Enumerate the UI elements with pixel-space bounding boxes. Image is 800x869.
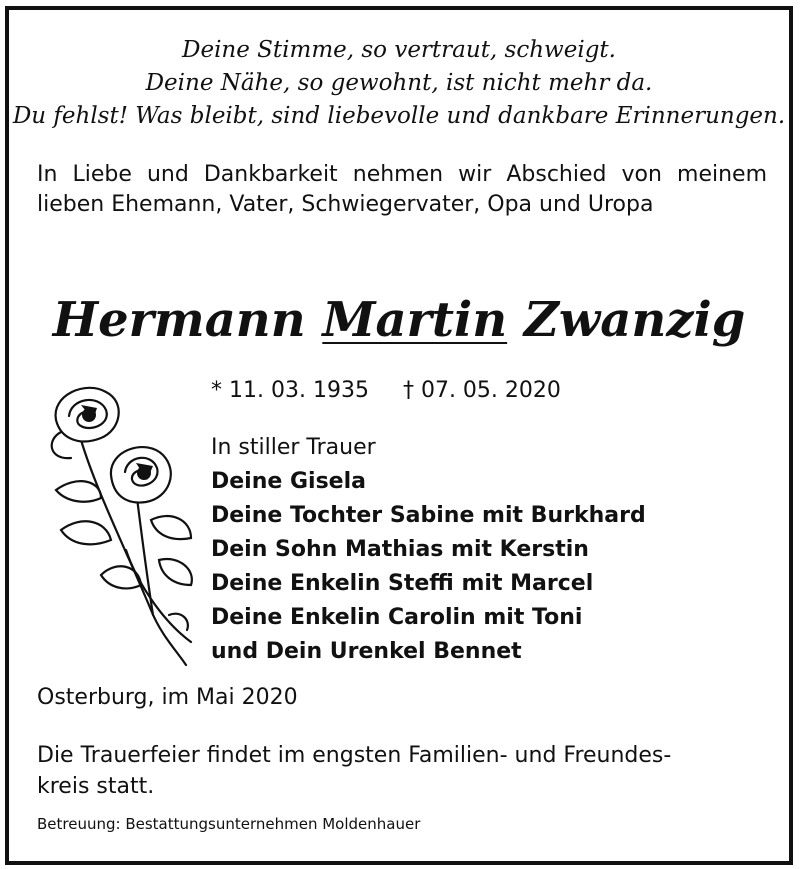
poem-line-1: Deine Stimme, so vertraut, schweigt. — [182, 37, 616, 63]
deceased-first-name: Hermann — [52, 292, 306, 348]
funeral-notice-line-2: kreis statt. — [37, 774, 155, 799]
mourner-name: und Dein Urenkel Bennet — [211, 639, 522, 664]
place-and-date: Osterburg, im Mai 2020 — [37, 685, 298, 710]
poem-line-2: Deine Nähe, so gewohnt, ist nicht mehr da. — [145, 70, 653, 96]
rose-illustration-icon — [41, 380, 206, 670]
birth-date: * 11. 03. 1935 — [211, 378, 369, 403]
life-dates — [211, 376, 561, 406]
funeral-notice-line-1: Die Trauerfeier findet im engsten Familien- und Freundes- — [37, 743, 672, 768]
mourner-name: Dein Sohn Mathias mit Kerstin — [211, 537, 589, 562]
mourner-name: Deine Gisela — [211, 469, 366, 494]
mourners-intro: In stiller Trauer — [211, 435, 376, 460]
mourner-name: Deine Tochter Sabine mit Burkhard — [211, 503, 646, 528]
poem-line-3: Du fehlst! Was bleibt, sind liebevolle und dankbare Erinnerungen. — [12, 103, 786, 129]
deceased-name — [9, 290, 789, 350]
mourner-name: Deine Enkelin Steffi mit Marcel — [211, 571, 594, 596]
poem — [9, 34, 789, 133]
deceased-last-name: Zwanzig — [523, 292, 746, 348]
mourners-list — [211, 431, 646, 669]
deceased-middle-name: Martin — [322, 292, 508, 348]
funeral-notice — [37, 740, 767, 802]
obituary-frame — [5, 6, 793, 865]
intro-text: In Liebe und Dankbarkeit nehmen wir Abschied von meinem lieben Ehemann, Vater, Schwiegervater, Opa und Uropa — [37, 162, 767, 217]
mourner-name: Deine Enkelin Carolin mit Toni — [211, 605, 583, 630]
funeral-home-credit: Betreuung: Bestattungsunternehmen Moldenhauer — [37, 815, 421, 833]
death-date: † 07. 05. 2020 — [402, 378, 561, 403]
